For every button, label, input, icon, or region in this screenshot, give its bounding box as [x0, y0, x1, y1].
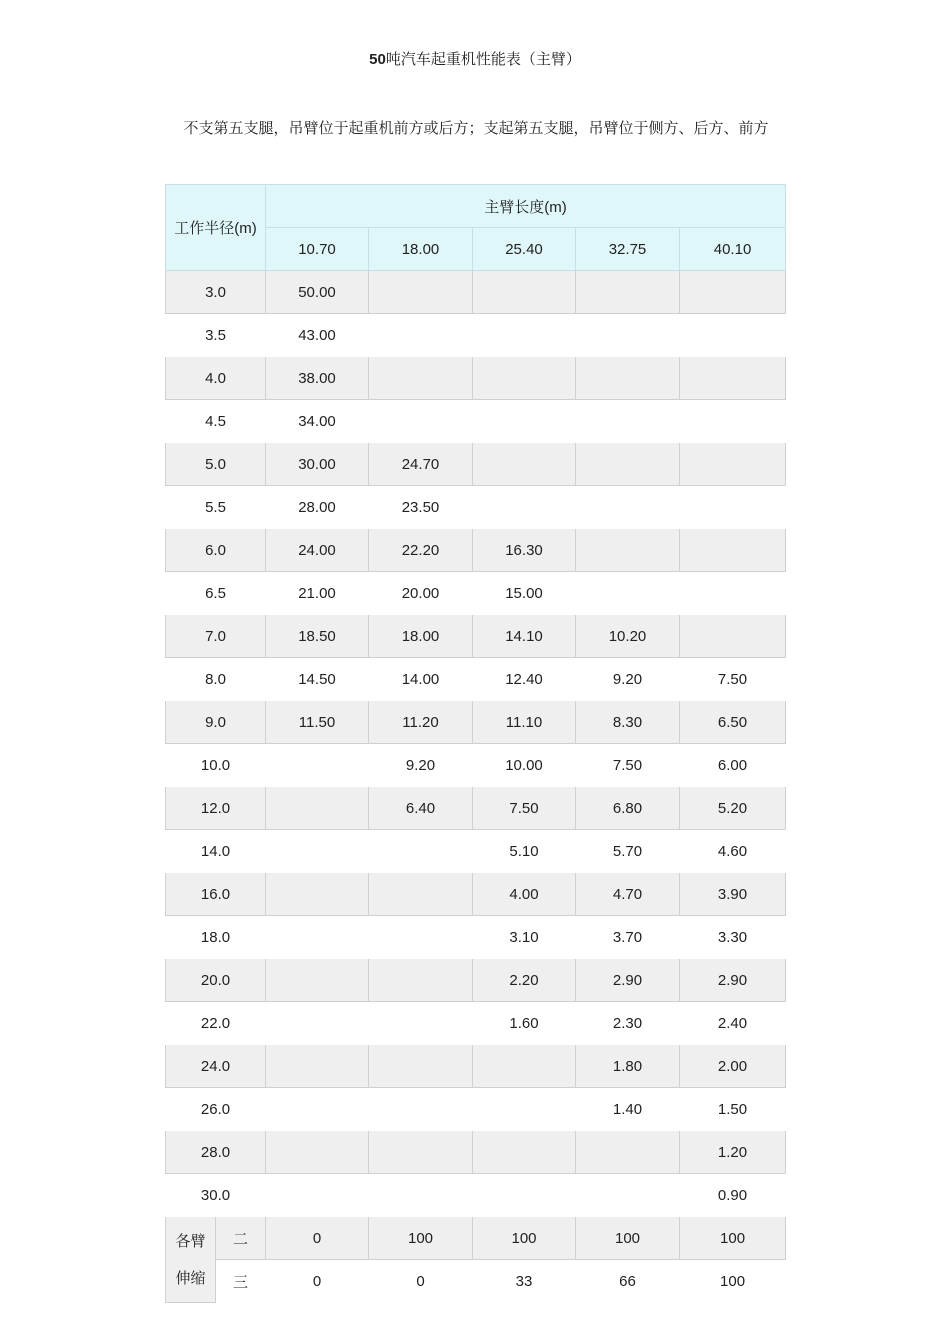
capacity-cell: 10.00: [473, 744, 576, 787]
capacity-cell: [266, 787, 369, 830]
capacity-cell: [576, 529, 680, 572]
radius-cell: 6.0: [166, 529, 266, 572]
radius-cell: 28.0: [166, 1131, 266, 1174]
table-row: [166, 916, 786, 959]
boom-length-cell: 25.40: [473, 228, 576, 271]
capacity-cell: [266, 1088, 369, 1131]
extension-cell: 100: [473, 1217, 576, 1260]
extension-row: [166, 1260, 786, 1303]
capacity-cell: [369, 873, 473, 916]
table-row: [166, 873, 786, 916]
capacity-cell: [266, 830, 369, 873]
radius-cell: 18.0: [166, 916, 266, 959]
capacity-cell: [369, 1174, 473, 1217]
table-row: [166, 486, 786, 529]
capacity-cell: 22.20: [369, 529, 473, 572]
radius-cell: 22.0: [166, 1002, 266, 1045]
capacity-cell: 2.20: [473, 959, 576, 1002]
table-row: [166, 400, 786, 443]
capacity-cell: [576, 443, 680, 486]
capacity-cell: 6.00: [680, 744, 786, 787]
extension-row: [166, 1217, 786, 1260]
capacity-cell: 14.10: [473, 615, 576, 658]
capacity-cell: 12.40: [473, 658, 576, 701]
capacity-cell: [680, 357, 786, 400]
capacity-cell: [680, 314, 786, 357]
extension-cell: 100: [576, 1217, 680, 1260]
extension-cell: 0: [266, 1217, 369, 1260]
capacity-cell: 24.00: [266, 529, 369, 572]
capacity-cell: [266, 1045, 369, 1088]
capacity-cell: [369, 1045, 473, 1088]
capacity-cell: 24.70: [369, 443, 473, 486]
capacity-cell: [576, 357, 680, 400]
capacity-cell: [369, 916, 473, 959]
capacity-cell: [369, 1002, 473, 1045]
radius-header: 工作半径(m): [166, 185, 266, 271]
radius-cell: 14.0: [166, 830, 266, 873]
capacity-cell: [266, 1131, 369, 1174]
table-row: [166, 1131, 786, 1174]
capacity-cell: [369, 314, 473, 357]
boom-length-cell: 32.75: [576, 228, 680, 271]
radius-cell: 16.0: [166, 873, 266, 916]
capacity-cell: [680, 443, 786, 486]
capacity-cell: 7.50: [680, 658, 786, 701]
radius-cell: 4.5: [166, 400, 266, 443]
extension-cell: 0: [369, 1260, 473, 1303]
capacity-cell: 7.50: [473, 787, 576, 830]
capacity-cell: [473, 1174, 576, 1217]
radius-cell: 10.0: [166, 744, 266, 787]
capacity-cell: 2.90: [680, 959, 786, 1002]
capacity-cell: 14.00: [369, 658, 473, 701]
capacity-cell: 6.80: [576, 787, 680, 830]
capacity-cell: [680, 400, 786, 443]
capacity-cell: 5.10: [473, 830, 576, 873]
capacity-cell: [473, 314, 576, 357]
capacity-cell: 11.20: [369, 701, 473, 744]
title-number: 50: [369, 51, 386, 68]
table-row: [166, 701, 786, 744]
extension-label: 各臂 伸缩: [166, 1217, 216, 1303]
radius-cell: 12.0: [166, 787, 266, 830]
table-row: [166, 744, 786, 787]
capacity-cell: [473, 400, 576, 443]
capacity-cell: [369, 357, 473, 400]
capacity-cell: [680, 529, 786, 572]
capacity-cell: [369, 1131, 473, 1174]
capacity-cell: 1.20: [680, 1131, 786, 1174]
capacity-cell: [266, 1002, 369, 1045]
capacity-cell: 5.70: [576, 830, 680, 873]
table-row: [166, 1174, 786, 1217]
table-row: [166, 314, 786, 357]
description: 不支第五支腿，吊臂位于起重机前方或后方；支起第五支腿，吊臂位于侧方、后方、前方: [183, 119, 769, 137]
capacity-cell: [576, 1174, 680, 1217]
capacity-cell: [473, 271, 576, 314]
capacity-cell: 50.00: [266, 271, 369, 314]
capacity-cell: 6.40: [369, 787, 473, 830]
capacity-cell: 30.00: [266, 443, 369, 486]
capacity-cell: [680, 572, 786, 615]
title-text: 吨汽车起重机性能表（主臂）: [385, 50, 581, 68]
radius-cell: 5.5: [166, 486, 266, 529]
capacity-cell: [369, 959, 473, 1002]
capacity-cell: 9.20: [369, 744, 473, 787]
boom-length-header: 主臂长度(m): [266, 185, 786, 228]
capacity-cell: 3.30: [680, 916, 786, 959]
capacity-cell: [576, 400, 680, 443]
capacity-cell: [369, 400, 473, 443]
capacity-cell: [576, 271, 680, 314]
capacity-cell: 18.50: [266, 615, 369, 658]
capacity-cell: [473, 443, 576, 486]
capacity-cell: [576, 1131, 680, 1174]
capacity-cell: 3.10: [473, 916, 576, 959]
capacity-cell: 4.60: [680, 830, 786, 873]
table-row: [166, 615, 786, 658]
section-cell: 三: [216, 1260, 266, 1303]
capacity-cell: [266, 959, 369, 1002]
extension-cell: 100: [369, 1217, 473, 1260]
radius-cell: 4.0: [166, 357, 266, 400]
capacity-cell: [680, 486, 786, 529]
capacity-cell: 9.20: [576, 658, 680, 701]
radius-cell: 26.0: [166, 1088, 266, 1131]
capacity-cell: 1.60: [473, 1002, 576, 1045]
page-title: [0, 48, 950, 69]
table-row: [166, 1045, 786, 1088]
capacity-cell: 21.00: [266, 572, 369, 615]
capacity-cell: [266, 744, 369, 787]
radius-cell: 3.0: [166, 271, 266, 314]
capacity-cell: 11.50: [266, 701, 369, 744]
capacity-cell: 2.90: [576, 959, 680, 1002]
capacity-cell: [576, 572, 680, 615]
capacity-cell: [473, 1045, 576, 1088]
capacity-cell: [266, 873, 369, 916]
capacity-cell: [680, 271, 786, 314]
radius-cell: 5.0: [166, 443, 266, 486]
radius-cell: 3.5: [166, 314, 266, 357]
capacity-cell: 2.00: [680, 1045, 786, 1088]
table-row: [166, 830, 786, 873]
extension-cell: 100: [680, 1217, 786, 1260]
table-row: [166, 1002, 786, 1045]
extension-cell: 66: [576, 1260, 680, 1303]
capacity-cell: [266, 1174, 369, 1217]
table-row: [166, 443, 786, 486]
radius-cell: 24.0: [166, 1045, 266, 1088]
extension-cell: 100: [680, 1260, 786, 1303]
table-row: [166, 572, 786, 615]
capacity-cell: [369, 830, 473, 873]
capacity-cell: [266, 916, 369, 959]
capacity-cell: 1.50: [680, 1088, 786, 1131]
radius-cell: 7.0: [166, 615, 266, 658]
table-row: [166, 658, 786, 701]
capacity-cell: 7.50: [576, 744, 680, 787]
table-row: [166, 959, 786, 1002]
capacity-cell: 3.90: [680, 873, 786, 916]
extension-cell: 33: [473, 1260, 576, 1303]
table-row: [166, 357, 786, 400]
capacity-cell: 15.00: [473, 572, 576, 615]
section-cell: 二: [216, 1217, 266, 1260]
radius-cell: 8.0: [166, 658, 266, 701]
capacity-cell: 11.10: [473, 701, 576, 744]
capacity-cell: [369, 1088, 473, 1131]
capacity-cell: [473, 486, 576, 529]
capacity-cell: 4.70: [576, 873, 680, 916]
radius-cell: 6.5: [166, 572, 266, 615]
capacity-cell: 14.50: [266, 658, 369, 701]
capacity-cell: [473, 357, 576, 400]
capacity-cell: 3.70: [576, 916, 680, 959]
capacity-cell: [576, 486, 680, 529]
capacity-cell: 43.00: [266, 314, 369, 357]
capacity-cell: 10.20: [576, 615, 680, 658]
capacity-cell: 16.30: [473, 529, 576, 572]
capacity-cell: 34.00: [266, 400, 369, 443]
capacity-cell: 5.20: [680, 787, 786, 830]
capacity-cell: 38.00: [266, 357, 369, 400]
capacity-cell: 28.00: [266, 486, 369, 529]
capacity-cell: 20.00: [369, 572, 473, 615]
capacity-cell: 1.40: [576, 1088, 680, 1131]
capacity-cell: 2.40: [680, 1002, 786, 1045]
radius-cell: 9.0: [166, 701, 266, 744]
crane-capacity-table: [165, 184, 786, 1303]
radius-cell: 30.0: [166, 1174, 266, 1217]
capacity-cell: [680, 615, 786, 658]
capacity-cell: 1.80: [576, 1045, 680, 1088]
table-row: [166, 529, 786, 572]
boom-length-cell: 10.70: [266, 228, 369, 271]
capacity-cell: [473, 1088, 576, 1131]
table-row: [166, 1088, 786, 1131]
boom-length-cell: 40.10: [680, 228, 786, 271]
boom-length-cell: 18.00: [369, 228, 473, 271]
extension-cell: 0: [266, 1260, 369, 1303]
capacity-cell: 6.50: [680, 701, 786, 744]
capacity-cell: 23.50: [369, 486, 473, 529]
capacity-cell: 0.90: [680, 1174, 786, 1217]
capacity-cell: 18.00: [369, 615, 473, 658]
capacity-cell: [369, 271, 473, 314]
capacity-cell: [576, 314, 680, 357]
capacity-cell: 4.00: [473, 873, 576, 916]
table-row: [166, 271, 786, 314]
capacity-cell: 8.30: [576, 701, 680, 744]
capacity-cell: [473, 1131, 576, 1174]
capacity-cell: 2.30: [576, 1002, 680, 1045]
table-row: [166, 787, 786, 830]
radius-cell: 20.0: [166, 959, 266, 1002]
